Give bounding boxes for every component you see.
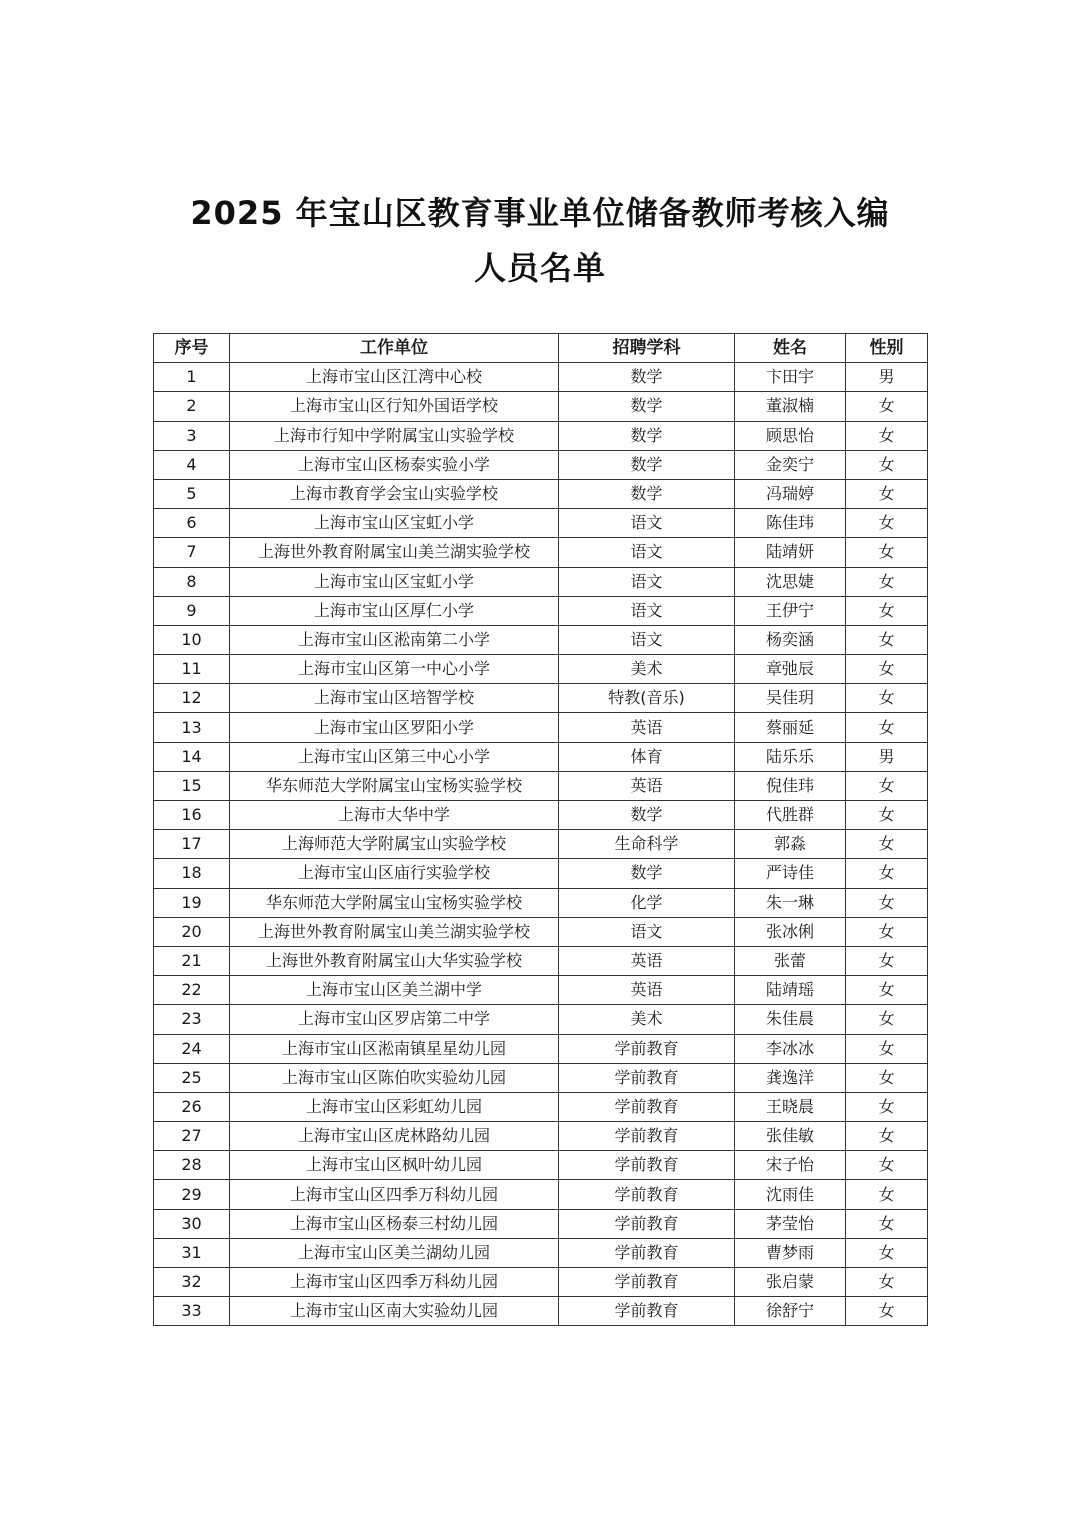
cell-name: 代胜群 xyxy=(735,801,846,830)
table-row xyxy=(154,1034,928,1063)
table-row xyxy=(154,1180,928,1209)
cell-gender: 女 xyxy=(846,655,928,684)
table-row xyxy=(154,830,928,859)
cell-work-unit: 上海市宝山区厚仁小学 xyxy=(230,596,559,625)
cell-subject: 学前教育 xyxy=(559,1209,735,1238)
header-subject: 招聘学科 xyxy=(559,334,735,363)
cell-name: 陈佳玮 xyxy=(735,509,846,538)
cell-gender: 女 xyxy=(846,1005,928,1034)
cell-gender: 女 xyxy=(846,567,928,596)
cell-work-unit: 上海市宝山区罗店第二中学 xyxy=(230,1005,559,1034)
cell-serial-number: 23 xyxy=(154,1005,230,1034)
cell-subject: 数学 xyxy=(559,450,735,479)
cell-work-unit: 上海世外教育附属宝山美兰湖实验学校 xyxy=(230,538,559,567)
cell-work-unit: 上海市宝山区第三中心小学 xyxy=(230,742,559,771)
cell-name: 陆靖妍 xyxy=(735,538,846,567)
cell-subject: 体育 xyxy=(559,742,735,771)
cell-serial-number: 33 xyxy=(154,1297,230,1326)
cell-subject: 学前教育 xyxy=(559,1180,735,1209)
header-work-unit: 工作单位 xyxy=(230,334,559,363)
cell-name: 卞田宇 xyxy=(735,363,846,392)
cell-gender: 女 xyxy=(846,596,928,625)
cell-serial-number: 31 xyxy=(154,1238,230,1267)
cell-gender: 女 xyxy=(846,976,928,1005)
table-row xyxy=(154,479,928,508)
table-row xyxy=(154,655,928,684)
cell-name: 宋子怡 xyxy=(735,1151,846,1180)
cell-name: 朱佳晨 xyxy=(735,1005,846,1034)
cell-work-unit: 上海市宝山区四季万科幼儿园 xyxy=(230,1180,559,1209)
cell-work-unit: 华东师范大学附属宝山宝杨实验学校 xyxy=(230,888,559,917)
cell-subject: 学前教育 xyxy=(559,1063,735,1092)
cell-serial-number: 1 xyxy=(154,363,230,392)
cell-subject: 语文 xyxy=(559,625,735,654)
table-row xyxy=(154,684,928,713)
cell-name: 朱一琳 xyxy=(735,888,846,917)
cell-gender: 女 xyxy=(846,421,928,450)
cell-gender: 女 xyxy=(846,1209,928,1238)
cell-serial-number: 11 xyxy=(154,655,230,684)
table-row xyxy=(154,1122,928,1151)
cell-gender: 女 xyxy=(846,392,928,421)
cell-gender: 女 xyxy=(846,1034,928,1063)
cell-work-unit: 上海市宝山区枫叶幼儿园 xyxy=(230,1151,559,1180)
table-row xyxy=(154,1238,928,1267)
cell-gender: 女 xyxy=(846,509,928,538)
cell-name: 郭淼 xyxy=(735,830,846,859)
cell-subject: 语文 xyxy=(559,538,735,567)
cell-work-unit: 上海市宝山区美兰湖中学 xyxy=(230,976,559,1005)
cell-work-unit: 上海市宝山区淞南第二小学 xyxy=(230,625,559,654)
cell-serial-number: 16 xyxy=(154,801,230,830)
table-row xyxy=(154,742,928,771)
cell-subject: 化学 xyxy=(559,888,735,917)
cell-work-unit: 上海市宝山区杨泰实验小学 xyxy=(230,450,559,479)
table-row xyxy=(154,596,928,625)
cell-gender: 女 xyxy=(846,801,928,830)
cell-work-unit: 上海市宝山区宝虹小学 xyxy=(230,567,559,596)
cell-name: 沈雨佳 xyxy=(735,1180,846,1209)
cell-name: 吴佳玥 xyxy=(735,684,846,713)
cell-work-unit: 上海市宝山区南大实验幼儿园 xyxy=(230,1297,559,1326)
cell-name: 董淑楠 xyxy=(735,392,846,421)
cell-subject: 美术 xyxy=(559,655,735,684)
cell-serial-number: 12 xyxy=(154,684,230,713)
table-row xyxy=(154,1297,928,1326)
cell-name: 严诗佳 xyxy=(735,859,846,888)
cell-serial-number: 10 xyxy=(154,625,230,654)
table-row xyxy=(154,771,928,800)
cell-work-unit: 上海师范大学附属宝山实验学校 xyxy=(230,830,559,859)
cell-gender: 女 xyxy=(846,888,928,917)
cell-work-unit: 上海市宝山区行知外国语学校 xyxy=(230,392,559,421)
table-row xyxy=(154,946,928,975)
table-row xyxy=(154,509,928,538)
cell-subject: 特教(音乐) xyxy=(559,684,735,713)
cell-subject: 数学 xyxy=(559,363,735,392)
cell-gender: 女 xyxy=(846,830,928,859)
cell-subject: 数学 xyxy=(559,801,735,830)
cell-work-unit: 上海市宝山区第一中心小学 xyxy=(230,655,559,684)
cell-subject: 英语 xyxy=(559,713,735,742)
cell-serial-number: 22 xyxy=(154,976,230,1005)
cell-work-unit: 上海市宝山区彩虹幼儿园 xyxy=(230,1092,559,1121)
cell-name: 王晓晨 xyxy=(735,1092,846,1121)
cell-name: 蔡丽延 xyxy=(735,713,846,742)
cell-serial-number: 4 xyxy=(154,450,230,479)
table-row xyxy=(154,625,928,654)
cell-gender: 女 xyxy=(846,1063,928,1092)
cell-serial-number: 2 xyxy=(154,392,230,421)
cell-subject: 语文 xyxy=(559,596,735,625)
cell-serial-number: 13 xyxy=(154,713,230,742)
cell-serial-number: 7 xyxy=(154,538,230,567)
cell-name: 陆靖瑶 xyxy=(735,976,846,1005)
cell-subject: 生命科学 xyxy=(559,830,735,859)
cell-gender: 女 xyxy=(846,1151,928,1180)
cell-gender: 女 xyxy=(846,1092,928,1121)
cell-name: 张启蒙 xyxy=(735,1268,846,1297)
cell-gender: 女 xyxy=(846,771,928,800)
cell-name: 陆乐乐 xyxy=(735,742,846,771)
cell-subject: 语文 xyxy=(559,509,735,538)
cell-subject: 数学 xyxy=(559,859,735,888)
cell-work-unit: 上海市宝山区罗阳小学 xyxy=(230,713,559,742)
cell-subject: 英语 xyxy=(559,946,735,975)
cell-name: 沈思婕 xyxy=(735,567,846,596)
table-row xyxy=(154,801,928,830)
cell-name: 顾思怡 xyxy=(735,421,846,450)
cell-gender: 女 xyxy=(846,713,928,742)
cell-subject: 语文 xyxy=(559,567,735,596)
cell-gender: 男 xyxy=(846,363,928,392)
table-row xyxy=(154,363,928,392)
cell-gender: 女 xyxy=(846,450,928,479)
cell-name: 王伊宁 xyxy=(735,596,846,625)
cell-serial-number: 19 xyxy=(154,888,230,917)
table-row xyxy=(154,859,928,888)
roster-table xyxy=(153,333,928,1326)
cell-serial-number: 28 xyxy=(154,1151,230,1180)
cell-work-unit: 上海世外教育附属宝山大华实验学校 xyxy=(230,946,559,975)
table-row xyxy=(154,392,928,421)
cell-serial-number: 32 xyxy=(154,1268,230,1297)
table-row xyxy=(154,450,928,479)
cell-name: 杨奕涵 xyxy=(735,625,846,654)
cell-serial-number: 14 xyxy=(154,742,230,771)
cell-gender: 女 xyxy=(846,1268,928,1297)
header-serial-number: 序号 xyxy=(154,334,230,363)
table-row xyxy=(154,1268,928,1297)
table-row xyxy=(154,538,928,567)
cell-gender: 女 xyxy=(846,479,928,508)
document-subtitle: 人员名单 xyxy=(473,249,606,287)
cell-subject: 数学 xyxy=(559,392,735,421)
cell-subject: 学前教育 xyxy=(559,1268,735,1297)
cell-serial-number: 3 xyxy=(154,421,230,450)
cell-serial-number: 17 xyxy=(154,830,230,859)
cell-subject: 学前教育 xyxy=(559,1297,735,1326)
cell-work-unit: 上海市宝山区美兰湖幼儿园 xyxy=(230,1238,559,1267)
cell-name: 张佳敏 xyxy=(735,1122,846,1151)
cell-gender: 女 xyxy=(846,1238,928,1267)
cell-name: 倪佳玮 xyxy=(735,771,846,800)
cell-serial-number: 25 xyxy=(154,1063,230,1092)
table-row xyxy=(154,567,928,596)
cell-serial-number: 6 xyxy=(154,509,230,538)
cell-work-unit: 上海市行知中学附属宝山实验学校 xyxy=(230,421,559,450)
cell-serial-number: 5 xyxy=(154,479,230,508)
table-row xyxy=(154,1092,928,1121)
cell-gender: 女 xyxy=(846,1122,928,1151)
cell-subject: 学前教育 xyxy=(559,1238,735,1267)
cell-work-unit: 上海市宝山区四季万科幼儿园 xyxy=(230,1268,559,1297)
cell-name: 茅莹怡 xyxy=(735,1209,846,1238)
cell-name: 冯瑞婷 xyxy=(735,479,846,508)
cell-serial-number: 8 xyxy=(154,567,230,596)
table-row xyxy=(154,1005,928,1034)
cell-name: 张蕾 xyxy=(735,946,846,975)
cell-subject: 学前教育 xyxy=(559,1151,735,1180)
cell-gender: 女 xyxy=(846,625,928,654)
cell-serial-number: 30 xyxy=(154,1209,230,1238)
cell-name: 曹梦雨 xyxy=(735,1238,846,1267)
cell-work-unit: 上海世外教育附属宝山美兰湖实验学校 xyxy=(230,917,559,946)
table-row xyxy=(154,1151,928,1180)
table-row xyxy=(154,1063,928,1092)
cell-name: 李冰冰 xyxy=(735,1034,846,1063)
cell-gender: 女 xyxy=(846,917,928,946)
cell-subject: 数学 xyxy=(559,421,735,450)
header-gender: 性别 xyxy=(846,334,928,363)
cell-gender: 女 xyxy=(846,1180,928,1209)
cell-subject: 数学 xyxy=(559,479,735,508)
cell-work-unit: 上海市宝山区陈伯吹实验幼儿园 xyxy=(230,1063,559,1092)
cell-serial-number: 29 xyxy=(154,1180,230,1209)
table-row xyxy=(154,713,928,742)
cell-work-unit: 上海市宝山区培智学校 xyxy=(230,684,559,713)
cell-serial-number: 9 xyxy=(154,596,230,625)
table-row xyxy=(154,976,928,1005)
cell-name: 龚逸洋 xyxy=(735,1063,846,1092)
cell-name: 金奕宁 xyxy=(735,450,846,479)
table-body xyxy=(154,363,928,1326)
cell-subject: 美术 xyxy=(559,1005,735,1034)
cell-gender: 女 xyxy=(846,1297,928,1326)
cell-work-unit: 上海市宝山区庙行实验学校 xyxy=(230,859,559,888)
cell-subject: 语文 xyxy=(559,917,735,946)
cell-work-unit: 上海市宝山区江湾中心校 xyxy=(230,363,559,392)
cell-work-unit: 上海市大华中学 xyxy=(230,801,559,830)
document-title: 2025 年宝山区教育事业单位储备教师考核入编 xyxy=(190,194,890,232)
cell-work-unit: 上海市宝山区杨泰三村幼儿园 xyxy=(230,1209,559,1238)
table-row xyxy=(154,917,928,946)
cell-gender: 女 xyxy=(846,684,928,713)
cell-name: 张冰俐 xyxy=(735,917,846,946)
cell-subject: 学前教育 xyxy=(559,1092,735,1121)
cell-gender: 男 xyxy=(846,742,928,771)
table-row xyxy=(154,421,928,450)
table-row xyxy=(154,1209,928,1238)
cell-gender: 女 xyxy=(846,538,928,567)
cell-serial-number: 20 xyxy=(154,917,230,946)
cell-name: 徐舒宁 xyxy=(735,1297,846,1326)
cell-serial-number: 26 xyxy=(154,1092,230,1121)
cell-serial-number: 15 xyxy=(154,771,230,800)
cell-gender: 女 xyxy=(846,946,928,975)
cell-work-unit: 华东师范大学附属宝山宝杨实验学校 xyxy=(230,771,559,800)
table-header-row xyxy=(154,334,928,363)
cell-name: 章弛辰 xyxy=(735,655,846,684)
cell-serial-number: 24 xyxy=(154,1034,230,1063)
cell-subject: 学前教育 xyxy=(559,1122,735,1151)
header-name: 姓名 xyxy=(735,334,846,363)
cell-work-unit: 上海市教育学会宝山实验学校 xyxy=(230,479,559,508)
cell-gender: 女 xyxy=(846,859,928,888)
cell-serial-number: 27 xyxy=(154,1122,230,1151)
cell-work-unit: 上海市宝山区淞南镇星星幼儿园 xyxy=(230,1034,559,1063)
cell-serial-number: 21 xyxy=(154,946,230,975)
table-row xyxy=(154,888,928,917)
cell-subject: 学前教育 xyxy=(559,1034,735,1063)
cell-subject: 英语 xyxy=(559,771,735,800)
cell-work-unit: 上海市宝山区虎林路幼儿园 xyxy=(230,1122,559,1151)
cell-subject: 英语 xyxy=(559,976,735,1005)
cell-serial-number: 18 xyxy=(154,859,230,888)
cell-work-unit: 上海市宝山区宝虹小学 xyxy=(230,509,559,538)
